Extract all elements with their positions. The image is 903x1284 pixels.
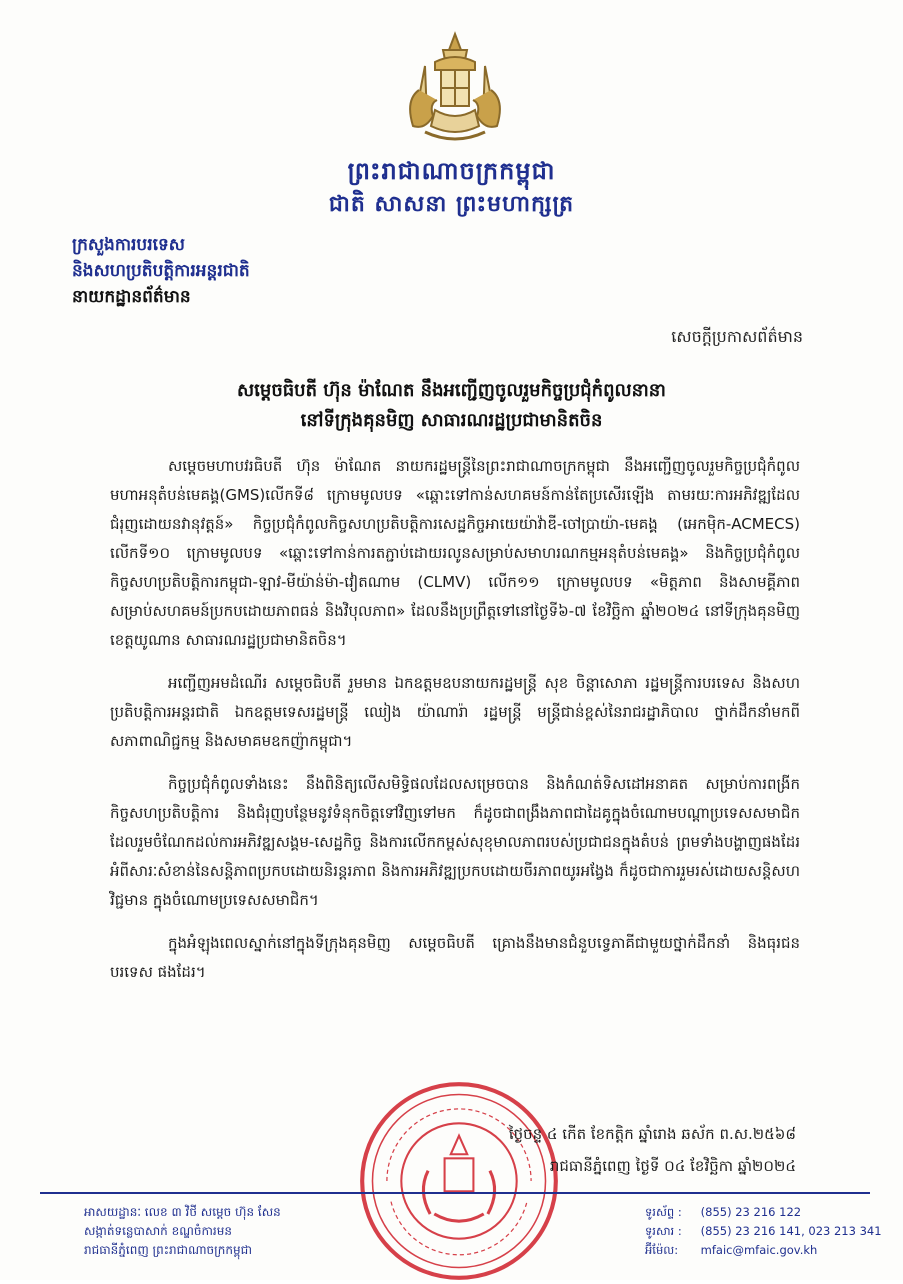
phone-number: (855) 23 216 122 xyxy=(700,1205,802,1219)
phone-row xyxy=(645,1203,882,1222)
paragraph: កិច្ចប្រជុំកំពូលទាំងនេះ នឹងពិនិត្យលើសមិទ្ធិផលដែលសម្រេចបាន និងកំណត់ទិសដៅអនាគត សម្រាប់ការពង្រីកកិច្ចសហប្រតិបត្តិការ និងជំរុញបន្ថែមនូវទំនុកចិត្តទៅវិញទៅមក ក៏ដូចជាពង្រឹងភាពជាដៃគូក្នុងចំណោមបណ្តាប្រទេសសមាជិក ដែលរួមចំណែកដល់ការអភិវឌ្ឍសង្គម-សេដ្ឋកិច្ច និងការលើកកម្ពស់សុខុមាលភាពរបស់ប្រជាជនក្នុងតំបន់ ព្រមទាំងបង្ហាញផងដែរអំពីសារៈសំខាន់នៃសន្តិភាពប្រកបដោយនិរន្តរភាព និងការអភិវឌ្ឍប្រកបដោយចីរភាពយូរអង្វែង ក៏ដូចជាការរួមរស់ដោយសន្តិសហវិជ្ជមាន ក្នុងចំណោមប្រទេសសមាជិក។ xyxy=(110,775,800,909)
solar-date: រាជធានីភ្នំពេញ ថ្ងៃទី ០៤ ខែវិច្ឆិកា ឆ្នាំ២០២៤ xyxy=(549,1157,796,1175)
headline-line2: នៅទីក្រុងគុនមិញ សាធារណរដ្ឋប្រជាមានិតចិន xyxy=(300,410,603,431)
press-release-body xyxy=(110,452,800,1001)
national-motto: ជាតិ សាសនា ព្រះមហាក្សត្រ xyxy=(328,191,575,217)
paragraph: ក្នុងអំឡុងពេលស្នាក់នៅក្នុងទីក្រុងគុនមិញ សម្តេចធិបតី គ្រោងនឹងមានជំនួបទ្វេភាគីជាមួយថ្នាក់ដឹកនាំ និងធុរជនបរទេស ផងដែរ។ xyxy=(110,934,800,981)
email-address[interactable]: mfaic@mfaic.gov.kh xyxy=(700,1243,818,1257)
headline-line1: សម្តេចធិបតី ហ៊ុន ម៉ាណែត នឹងអញ្ជើញចូលរួមកិច្ចប្រជុំកំពូលនានា xyxy=(237,380,666,401)
ministry-name-line1: ក្រសួងការបរទេស xyxy=(72,235,185,255)
address-line: អាសយដ្ឋានៈ លេខ ៣ វិថី សម្តេច ហ៊ុន សែន xyxy=(84,1205,281,1219)
footer-address xyxy=(84,1203,281,1260)
email-label: អ៊ីម៉ែល: xyxy=(645,1243,679,1257)
lunar-date: ថ្ងៃចន្ទ ៤ កើត ខែកត្តិក ឆ្នាំរោង ឆស័ក ព.ស.២៥៦៨ xyxy=(508,1125,796,1143)
date-block xyxy=(466,1118,796,1182)
fax-label: ទូរសារ : xyxy=(645,1224,682,1238)
ministry-name-line2: និងសហប្រតិបត្តិការអន្តរជាតិ xyxy=(72,261,250,281)
footer-contacts xyxy=(645,1203,882,1260)
footer-divider xyxy=(40,1192,870,1194)
royal-coat-of-arms-icon xyxy=(395,30,515,150)
address-line: សង្កាត់ទន្លេបាសាក់ ខណ្ឌចំការមន xyxy=(84,1224,232,1238)
fax-row xyxy=(645,1222,882,1241)
kingdom-name: ព្រះរាជាណាចក្រកម្ពុជា xyxy=(347,156,556,185)
email-row xyxy=(645,1241,882,1260)
department-name: នាយកដ្ឋានព័ត៌មាន xyxy=(72,287,191,307)
document-type: សេចក្តីប្រកាសព័ត៌មាន xyxy=(671,327,803,346)
address-line: រាជធានីភ្នំពេញ ព្រះរាជាណាចក្រកម្ពុជា xyxy=(84,1243,252,1257)
paragraph: សម្តេចមហាបវរធិបតី ហ៊ុន ម៉ាណែត នាយករដ្ឋមន្ត្រីនៃព្រះរាជាណាចក្រកម្ពុជា នឹងអញ្ជើញចូលរួមកិច្ចប្រជុំកំពូលមហាអនុតំបន់មេគង្គ(GMS)លើកទី៨ ក្រោមមូលបទ «ឆ្ពោះទៅកាន់សហគមន៍កាន់តែប្រសើរឡើង តាមរយៈការអភិវឌ្ឍដែលជំរុញដោយនវានុវត្តន៍» កិច្ចប្រជុំកំពូលកិច្ចសហប្រតិបត្តិការសេដ្ឋកិច្ចអាយេយ៉ាវ៉ាឌី-ចៅប្រាយ៉ា-មេគង្គ (អេកម៉ិក-ACMECS) លើកទី១០ ក្រោមមូលបទ «ឆ្ពោះទៅកាន់ការតភ្ជាប់ដោយរលូនសម្រាប់សមាហរណកម្មអនុតំបន់មេគង្គ» និងកិច្ចប្រជុំកំពូលកិច្ចសហប្រតិបត្តិការកម្ពុជា-ឡាវ-មីយ៉ាន់ម៉ា-វៀតណាម (CLMV) លើក១១ ក្រោមមូលបទ «មិត្តភាព និងសាមគ្គីភាពសម្រាប់សហគមន៍ប្រកបដោយភាពធន់ និងវិបុលភាព» ដែលនឹងប្រព្រឹត្តទៅនៅថ្ងៃទី៦-៧ ខែវិច្ឆិកា ឆ្នាំ២០២៤ នៅទីក្រុងគុនមិញ ខេត្តយូណាន សាធារណរដ្ឋប្រជាមានិតចិន។ xyxy=(110,457,800,649)
fax-number: (855) 23 216 141, 023 213 341 xyxy=(700,1224,882,1238)
ministry-header xyxy=(72,232,250,310)
paragraph: អញ្ជើញអមដំណើរ សម្តេចធិបតី រួមមាន ឯកឧត្តមឧបនាយករដ្ឋមន្ត្រី សុខ ចិន្តាសោភា រដ្ឋមន្ត្រីការបរទេស និងសហប្រតិបត្តិការអន្តរជាតិ ឯកឧត្តមទេសរដ្ឋមន្ត្រី ឈៀង យ៉ាណារ៉ា រដ្ឋមន្ត្រី មន្ត្រីជាន់ខ្ពស់នៃរាជរដ្ឋាភិបាល ថ្នាក់ដឹកនាំមកពីសភាពាណិជ្ជកម្ម និងសមាគមឧកញ៉ាកម្ពុជា។ xyxy=(110,674,800,750)
phone-label: ទូរស័ព្ទ : xyxy=(645,1205,682,1219)
